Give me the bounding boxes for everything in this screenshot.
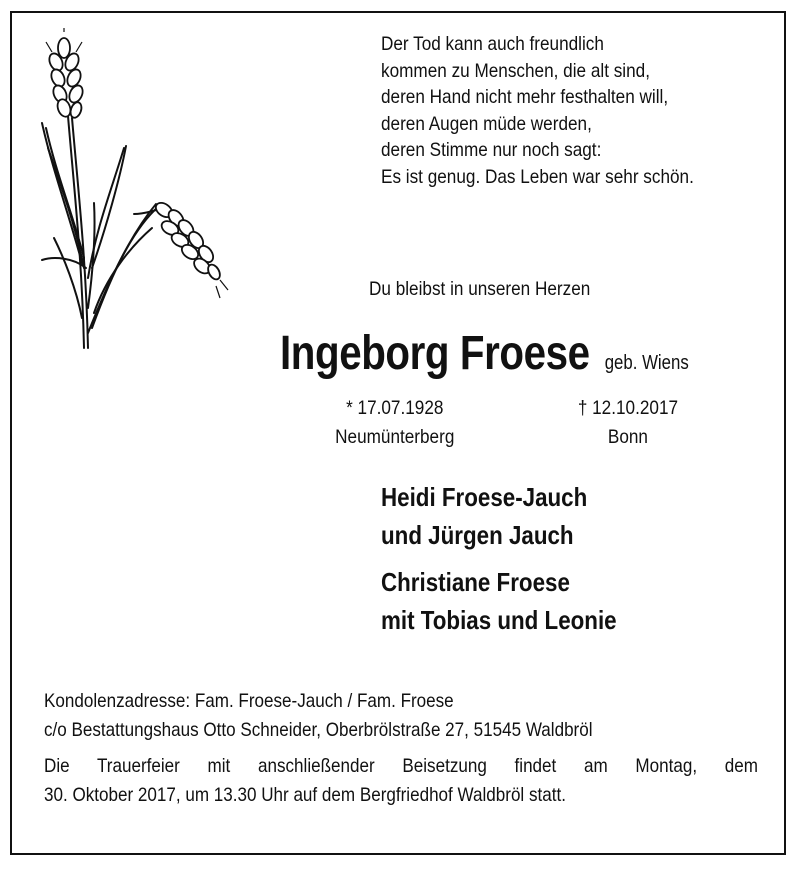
mourner-line: und Jürgen Jauch: [381, 520, 574, 550]
poem-line: deren Augen müde werden,: [381, 112, 592, 135]
poem: [381, 31, 733, 191]
poem-line: deren Stimme nur noch sagt:: [381, 139, 602, 162]
death-date: † 12.10.2017: [577, 397, 679, 419]
death-place: Bonn: [607, 425, 649, 448]
ceremony-line: Die Trauerfeier mit anschließender Beisetzung findet am Montag, dem: [44, 755, 758, 777]
wheat-ears-icon: [34, 28, 230, 358]
birth-place: Neumünterberg: [335, 425, 455, 448]
poem-line: Es ist genug. Das Leben war sehr schön.: [381, 165, 694, 188]
birth-info: [300, 394, 490, 451]
death-info: [538, 394, 718, 451]
mourner-group: [381, 563, 617, 639]
maiden-name: geb. Wiens: [604, 352, 689, 374]
deceased-name: Ingeborg Froese: [280, 327, 590, 380]
poem-line: kommen zu Menschen, die alt sind,: [381, 59, 650, 82]
poem-line: Der Tod kann auch freundlich: [381, 33, 604, 55]
footer: [44, 687, 758, 809]
deceased-name-line: [280, 326, 689, 381]
ceremony-line: 30. Oktober 2017, um 13.30 Uhr auf dem Bergfriedhof Waldbröl statt.: [44, 783, 566, 806]
poem-line: deren Hand nicht mehr festhalten will,: [381, 86, 669, 109]
mourner-line: Christiane Froese: [381, 567, 570, 597]
ceremony-notice: [44, 752, 758, 809]
mourner-line: Heidi Froese-Jauch: [381, 482, 588, 512]
condolence-address-line: c/o Bestattungshaus Otto Schneider, Oberbrölstraße 27, 51545 Waldbröl: [44, 718, 593, 741]
mourner-group: [381, 478, 587, 554]
motto: Du bleibst in unseren Herzen: [369, 278, 591, 300]
condolence-address-line: Kondolenzadresse: Fam. Froese-Jauch / Fam. Froese: [44, 690, 454, 712]
mourner-line: mit Tobias und Leonie: [381, 605, 617, 635]
birth-date: * 17.07.1928: [346, 397, 444, 419]
